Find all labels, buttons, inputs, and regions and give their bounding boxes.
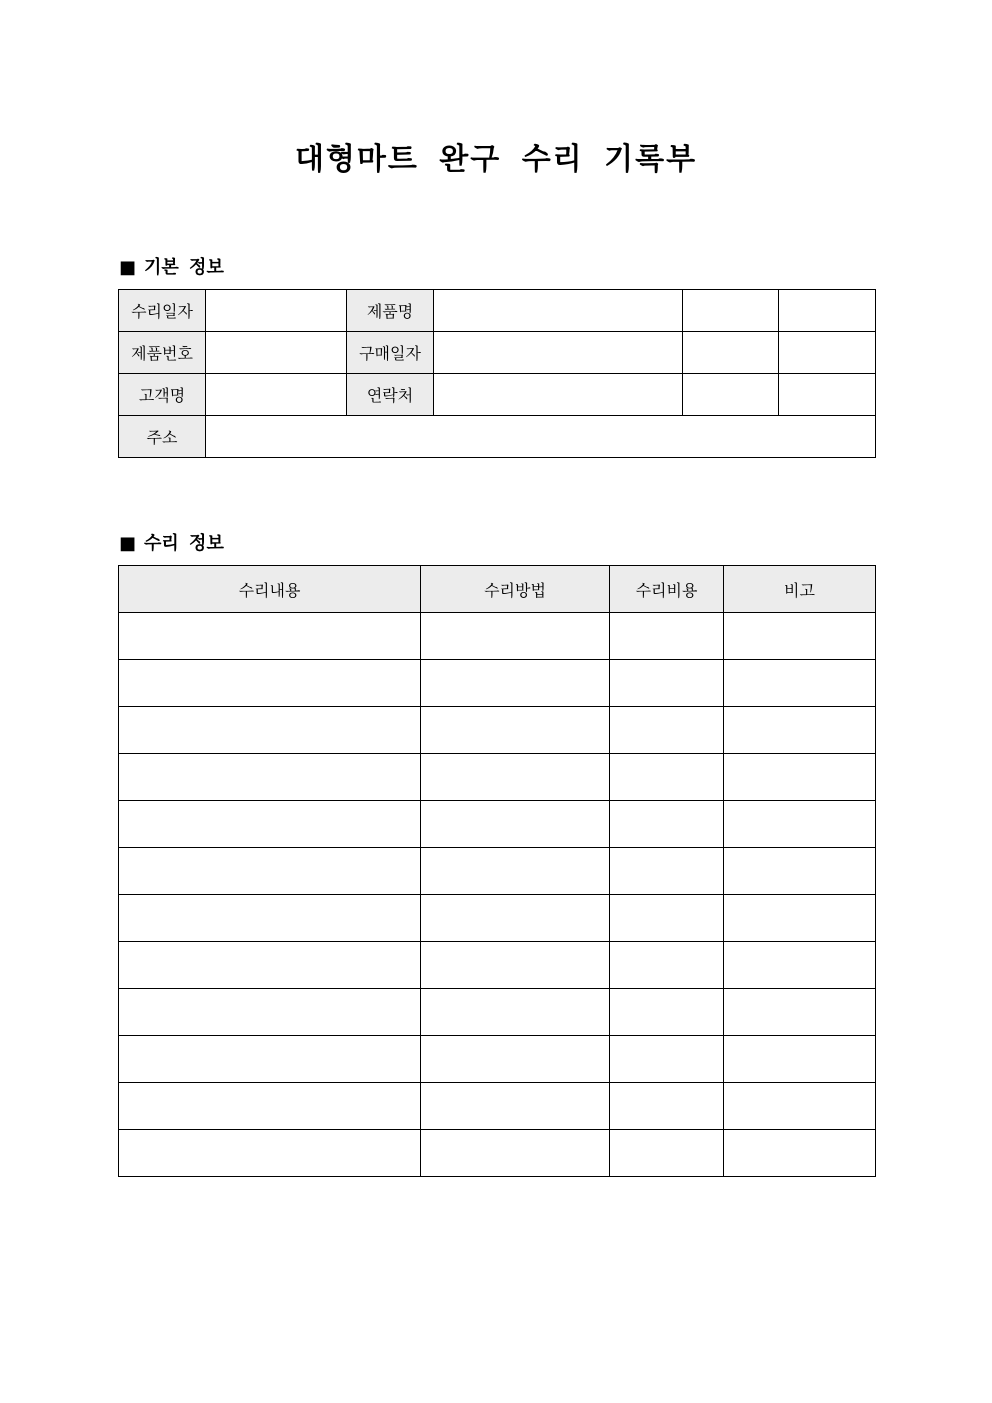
- remarks-cell[interactable]: [724, 848, 876, 895]
- basic-info-heading: [119, 253, 224, 279]
- repair-cost-cell[interactable]: [610, 848, 724, 895]
- remarks-cell[interactable]: [724, 1130, 876, 1177]
- repair-method-cell[interactable]: [421, 942, 610, 989]
- table-row: [119, 707, 876, 754]
- repair-content-cell[interactable]: [119, 989, 421, 1036]
- repair-date-label: 수리일자: [119, 290, 206, 332]
- table-row: [119, 895, 876, 942]
- product-name-field[interactable]: [434, 290, 683, 332]
- blank-cell[interactable]: [683, 332, 779, 374]
- repair-info-heading-text: 수리 정보: [144, 533, 224, 554]
- repair-content-cell[interactable]: [119, 1083, 421, 1130]
- column-header-repair-method: 수리방법: [421, 566, 610, 613]
- table-row: [119, 801, 876, 848]
- repair-method-cell[interactable]: [421, 801, 610, 848]
- contact-field[interactable]: [434, 374, 683, 416]
- product-name-label: 제품명: [347, 290, 434, 332]
- column-header-remarks: 비고: [724, 566, 876, 613]
- repair-info-heading: [119, 529, 224, 555]
- remarks-cell[interactable]: [724, 754, 876, 801]
- repair-content-cell[interactable]: [119, 707, 421, 754]
- blank-cell[interactable]: [683, 374, 779, 416]
- address-field[interactable]: [206, 416, 876, 458]
- address-label: 주소: [119, 416, 206, 458]
- remarks-cell[interactable]: [724, 660, 876, 707]
- remarks-cell[interactable]: [724, 942, 876, 989]
- square-bullet-icon: ■: [119, 533, 137, 554]
- repair-cost-cell[interactable]: [610, 1036, 724, 1083]
- basic-info-table: [118, 289, 876, 458]
- repair-cost-cell[interactable]: [610, 613, 724, 660]
- repair-method-cell[interactable]: [421, 895, 610, 942]
- remarks-cell[interactable]: [724, 989, 876, 1036]
- column-header-repair-content: 수리내용: [119, 566, 421, 613]
- remarks-cell[interactable]: [724, 895, 876, 942]
- repair-content-cell[interactable]: [119, 1130, 421, 1177]
- repair-info-table: [118, 565, 876, 1177]
- repair-method-cell[interactable]: [421, 660, 610, 707]
- repair-method-cell[interactable]: [421, 989, 610, 1036]
- product-number-field[interactable]: [206, 332, 347, 374]
- square-bullet-icon: ■: [119, 257, 137, 278]
- contact-label: 연락처: [347, 374, 434, 416]
- repair-method-cell[interactable]: [421, 1083, 610, 1130]
- repair-cost-cell[interactable]: [610, 989, 724, 1036]
- table-row: [119, 942, 876, 989]
- repair-cost-cell[interactable]: [610, 1083, 724, 1130]
- column-header-repair-cost: 수리비용: [610, 566, 724, 613]
- table-row: [119, 1036, 876, 1083]
- repair-cost-cell[interactable]: [610, 895, 724, 942]
- repair-content-cell[interactable]: [119, 660, 421, 707]
- repair-method-cell[interactable]: [421, 707, 610, 754]
- basic-info-heading-text: 기본 정보: [144, 257, 224, 278]
- table-row: [119, 989, 876, 1036]
- repair-cost-cell[interactable]: [610, 942, 724, 989]
- product-number-label: 제품번호: [119, 332, 206, 374]
- repair-method-cell[interactable]: [421, 848, 610, 895]
- repair-content-cell[interactable]: [119, 848, 421, 895]
- table-row: [119, 660, 876, 707]
- blank-cell[interactable]: [683, 290, 779, 332]
- repair-content-cell[interactable]: [119, 1036, 421, 1083]
- table-row: [119, 1083, 876, 1130]
- remarks-cell[interactable]: [724, 1036, 876, 1083]
- table-row: [119, 1130, 876, 1177]
- repair-date-field[interactable]: [206, 290, 347, 332]
- remarks-cell[interactable]: [724, 1083, 876, 1130]
- repair-content-cell[interactable]: [119, 613, 421, 660]
- repair-cost-cell[interactable]: [610, 801, 724, 848]
- customer-name-field[interactable]: [206, 374, 347, 416]
- repair-cost-cell[interactable]: [610, 660, 724, 707]
- blank-cell[interactable]: [779, 332, 876, 374]
- repair-method-cell[interactable]: [421, 1130, 610, 1177]
- table-row: [119, 613, 876, 660]
- blank-cell[interactable]: [779, 290, 876, 332]
- repair-content-cell[interactable]: [119, 942, 421, 989]
- repair-content-cell[interactable]: [119, 801, 421, 848]
- repair-content-cell[interactable]: [119, 895, 421, 942]
- remarks-cell[interactable]: [724, 613, 876, 660]
- table-row: [119, 848, 876, 895]
- blank-cell[interactable]: [779, 374, 876, 416]
- repair-method-cell[interactable]: [421, 613, 610, 660]
- customer-name-label: 고객명: [119, 374, 206, 416]
- remarks-cell[interactable]: [724, 801, 876, 848]
- repair-cost-cell[interactable]: [610, 754, 724, 801]
- purchase-date-label: 구매일자: [347, 332, 434, 374]
- purchase-date-field[interactable]: [434, 332, 683, 374]
- repair-content-cell[interactable]: [119, 754, 421, 801]
- repair-method-cell[interactable]: [421, 1036, 610, 1083]
- repair-method-cell[interactable]: [421, 754, 610, 801]
- table-row: [119, 754, 876, 801]
- repair-cost-cell[interactable]: [610, 707, 724, 754]
- repair-cost-cell[interactable]: [610, 1130, 724, 1177]
- page-title: 대형마트 완구 수리 기록부: [294, 142, 698, 177]
- remarks-cell[interactable]: [724, 707, 876, 754]
